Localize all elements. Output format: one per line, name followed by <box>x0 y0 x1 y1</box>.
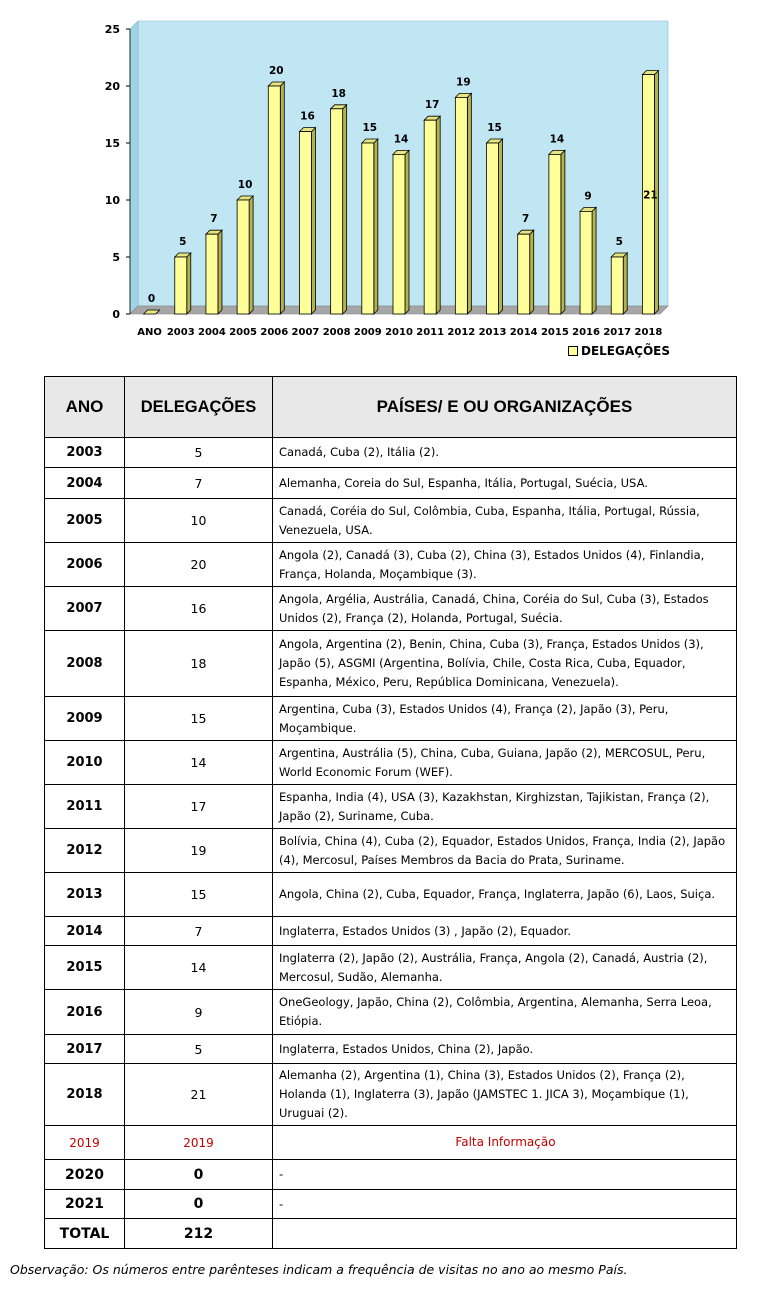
cell-count: 20 <box>125 543 273 587</box>
bar-data-label: 0 <box>147 293 156 305</box>
table-row <box>45 829 737 873</box>
bar-data-label: 14 <box>549 133 565 146</box>
cell-count: 15 <box>125 873 273 917</box>
table-total-row <box>45 1219 737 1249</box>
cell-count: 5 <box>125 1035 273 1064</box>
bar-data-label: 9 <box>584 190 592 203</box>
bar-data-label: 15 <box>362 122 378 134</box>
bar-side <box>249 196 253 314</box>
bar-side <box>530 230 534 314</box>
table-row <box>45 499 737 543</box>
delegations-table <box>44 376 737 1249</box>
bar-side <box>280 82 284 314</box>
bar <box>611 257 623 314</box>
cell-year: 2003 <box>45 438 125 468</box>
bar-side <box>405 150 409 314</box>
bar-side <box>561 150 565 314</box>
cell-year: 2013 <box>45 873 125 917</box>
bar <box>362 143 374 314</box>
table-row <box>45 1064 737 1126</box>
y-tick-label: 5 <box>112 251 120 264</box>
bar <box>175 257 187 314</box>
table-row <box>45 873 737 917</box>
cell-countries: - <box>273 1190 737 1219</box>
cell-countries: Angola, China (2), Cuba, Equador, França, Inglaterra, Japão (6), Laos, Suiça. <box>273 873 737 917</box>
cell-count: 15 <box>125 697 273 741</box>
x-tick-label: 2006 <box>260 327 289 338</box>
bar-side <box>623 253 627 314</box>
y-tick-label: 15 <box>104 137 120 150</box>
cell-countries: Alemanha, Coreia do Sul, Espanha, Itália, Portugal, Suécia, USA. <box>273 468 737 499</box>
cell-count: 17 <box>125 785 273 829</box>
cell-count: 7 <box>125 917 273 946</box>
legend-swatch <box>568 346 578 356</box>
bar <box>455 97 467 314</box>
bar-data-label: 10 <box>237 179 253 191</box>
bar-side <box>343 105 347 314</box>
table-row <box>45 543 737 587</box>
cell-year: 2021 <box>45 1190 125 1219</box>
cell-year: 2006 <box>45 543 125 587</box>
bar <box>331 109 343 314</box>
bar-data-label: 7 <box>522 213 530 226</box>
table-row <box>45 468 737 499</box>
cell-countries: Argentina, Cuba (3), Estados Unidos (4), França (2), Japão (3), Peru, Moçambique. <box>273 697 737 741</box>
total-value: 212 <box>125 1219 273 1249</box>
y-tick-label: 25 <box>104 23 120 36</box>
bar-side <box>592 207 596 314</box>
cell-year: 2012 <box>45 829 125 873</box>
legend-label: DELEGAÇÕES <box>581 344 670 358</box>
cell-countries: Canadá, Coréia do Sul, Colômbia, Cuba, Espanha, Itália, Portugal, Rússia, Venezuela, USA. <box>273 499 737 543</box>
total-label: TOTAL <box>45 1219 125 1249</box>
cell-year: 2018 <box>45 1064 125 1126</box>
cell-year: 2011 <box>45 785 125 829</box>
x-tick-label: 2016 <box>572 327 600 338</box>
bar-data-label: 18 <box>331 87 346 100</box>
footnote: Observação: Os números entre parênteses indicam a frequência de visitas no ano ao mesmo País. <box>10 1262 628 1277</box>
bar <box>549 154 561 314</box>
table-row <box>45 438 737 468</box>
cell-countries: Espanha, India (4), USA (3), Kazakhstan, Kirghizstan, Tajikistan, França (2), Japão (2), Suriname, Cuba. <box>273 785 737 829</box>
bar-side <box>499 139 503 314</box>
bar-side <box>311 128 315 314</box>
bar <box>518 234 530 314</box>
table-row <box>45 1126 737 1160</box>
table-row <box>45 1190 737 1219</box>
bar-side <box>467 93 471 314</box>
x-tick-label: 2009 <box>353 327 382 338</box>
cell-countries: Angola, Argentina (2), Benin, China, Cuba (3), França, Estados Unidos (3), Japão (5), ASGMI (Argentina, Bolívia, Chile, Costa Rica, Cuba, Equador, Espanha, México, Peru, República Dominicana, Venezuela). <box>273 631 737 697</box>
cell-count: 9 <box>125 990 273 1035</box>
bar-data-label: 5 <box>179 236 187 248</box>
bar <box>487 143 499 314</box>
cell-year: 2005 <box>45 499 125 543</box>
table-row <box>45 1160 737 1190</box>
header-delegacoes: DELEGAÇÕES <box>125 377 273 438</box>
table-row <box>45 587 737 631</box>
x-tick-label: 2004 <box>198 327 226 338</box>
x-tick-label: 2007 <box>291 327 320 338</box>
cell-year: 2017 <box>45 1035 125 1064</box>
x-tick-label: ANO <box>137 327 162 338</box>
cell-countries: Angola, Argélia, Austrália, Canadá, China, Coréia do Sul, Cuba (3), Estados Unidos (2), França (2), Holanda, Portugal, Suécia. <box>273 587 737 631</box>
cell-countries: Bolívia, China (4), Cuba (2), Equador, Estados Unidos, França, India (2), Japão (4), Mercosul, Países Membros da Bacia do Prata, Suriname. <box>273 829 737 873</box>
bar-side <box>187 253 191 314</box>
table-row <box>45 990 737 1035</box>
bar <box>206 234 218 314</box>
cell-year: 2007 <box>45 587 125 631</box>
table-row <box>45 946 737 990</box>
table-body <box>45 438 737 1249</box>
bar <box>268 86 280 314</box>
y-tick-label: 10 <box>104 194 120 207</box>
cell-count: 0 <box>125 1190 273 1219</box>
cell-year: 2008 <box>45 631 125 697</box>
bar-chart <box>0 0 761 368</box>
x-tick-label: 2013 <box>478 327 507 338</box>
x-tick-label: 2008 <box>322 327 351 338</box>
x-tick-label: 2017 <box>603 327 632 338</box>
cell-year: 2014 <box>45 917 125 946</box>
table-row <box>45 741 737 785</box>
cell-count: 5 <box>125 438 273 468</box>
table-row <box>45 697 737 741</box>
cell-countries: - <box>273 1160 737 1190</box>
cell-count: 14 <box>125 946 273 990</box>
header-ano: ANO <box>45 377 125 438</box>
bar <box>424 120 436 314</box>
cell-year: 2010 <box>45 741 125 785</box>
cell-year: 2009 <box>45 697 125 741</box>
cell-count: 16 <box>125 587 273 631</box>
cell-countries: Inglaterra, Estados Unidos, China (2), Japão. <box>273 1035 737 1064</box>
table-row <box>45 917 737 946</box>
cell-year: 2020 <box>45 1160 125 1190</box>
y-tick-label: 20 <box>104 80 120 93</box>
bar <box>299 132 311 314</box>
bar-data-label: 21 <box>643 189 658 202</box>
y-tick-label: 0 <box>112 308 120 321</box>
cell-countries: Alemanha (2), Argentina (1), China (3), Estados Unidos (2), França (2), Holanda (1), Inglaterra (3), Japão (JAMSTEC 1. JICA 3), Moçambique (1), Uruguai (2). <box>273 1064 737 1126</box>
bar-data-label: 5 <box>615 236 623 248</box>
x-tick-label: 2011 <box>416 327 445 338</box>
chart-legend <box>568 344 670 358</box>
cell-year: 2016 <box>45 990 125 1035</box>
x-tick-label: 2005 <box>229 327 258 338</box>
header-paises: PAÍSES/ E OU ORGANIZAÇÕES <box>273 377 737 438</box>
cell-count: 18 <box>125 631 273 697</box>
cell-countries: Inglaterra (2), Japão (2), Austrália, França, Angola (2), Canadá, Austria (2), Mercosul, Sudão, Alemanha. <box>273 946 737 990</box>
table-row <box>45 631 737 697</box>
cell-countries: OneGeology, Japão, China (2), Colômbia, Argentina, Alemanha, Serra Leoa, Etiópia. <box>273 990 737 1035</box>
cell-count: 2019 <box>125 1126 273 1160</box>
bar <box>580 211 592 314</box>
x-tick-label: 2010 <box>385 327 413 338</box>
cell-countries: Inglaterra, Estados Unidos (3) , Japão (2), Equador. <box>273 917 737 946</box>
cell-countries: Argentina, Austrália (5), China, Cuba, Guiana, Japão (2), MERCOSUL, Peru, World Economic Forum (WEF). <box>273 741 737 785</box>
cell-count: 7 <box>125 468 273 499</box>
cell-countries: Canadá, Cuba (2), Itália (2). <box>273 438 737 468</box>
bar-data-label: 7 <box>210 213 218 226</box>
bar-data-label: 19 <box>456 76 471 89</box>
chart-side-wall <box>130 21 138 314</box>
bar-side <box>374 139 378 314</box>
table-row <box>45 785 737 829</box>
cell-count: 10 <box>125 499 273 543</box>
x-tick-label: 2003 <box>166 327 195 338</box>
x-tick-label: 2018 <box>634 327 663 338</box>
bar-side <box>436 116 440 314</box>
cell-countries: Angola (2), Canadá (3), Cuba (2), China (3), Estados Unidos (4), Finlandia, França, Holanda, Moçambique (3). <box>273 543 737 587</box>
bar-data-label: 15 <box>487 122 502 134</box>
bar <box>393 154 405 314</box>
cell-year: 2015 <box>45 946 125 990</box>
cell-countries: Falta Informação <box>273 1126 737 1160</box>
bar-data-label: 14 <box>393 133 409 146</box>
bar <box>237 200 249 314</box>
table-row <box>45 1035 737 1064</box>
x-tick-label: 2012 <box>447 327 476 338</box>
cell-count: 0 <box>125 1160 273 1190</box>
cell-year: 2004 <box>45 468 125 499</box>
cell-count: 14 <box>125 741 273 785</box>
bar-data-label: 17 <box>424 99 440 112</box>
table-header-row <box>45 377 737 438</box>
cell-year: 2019 <box>45 1126 125 1160</box>
bar-side <box>218 230 222 314</box>
total-empty-cell <box>273 1219 737 1249</box>
bar-data-label: 20 <box>268 65 284 77</box>
chart-svg <box>0 0 761 368</box>
bar-data-label: 16 <box>300 110 315 123</box>
cell-count: 19 <box>125 829 273 873</box>
cell-count: 21 <box>125 1064 273 1126</box>
x-tick-label: 2015 <box>540 327 569 338</box>
x-tick-label: 2014 <box>509 327 538 338</box>
